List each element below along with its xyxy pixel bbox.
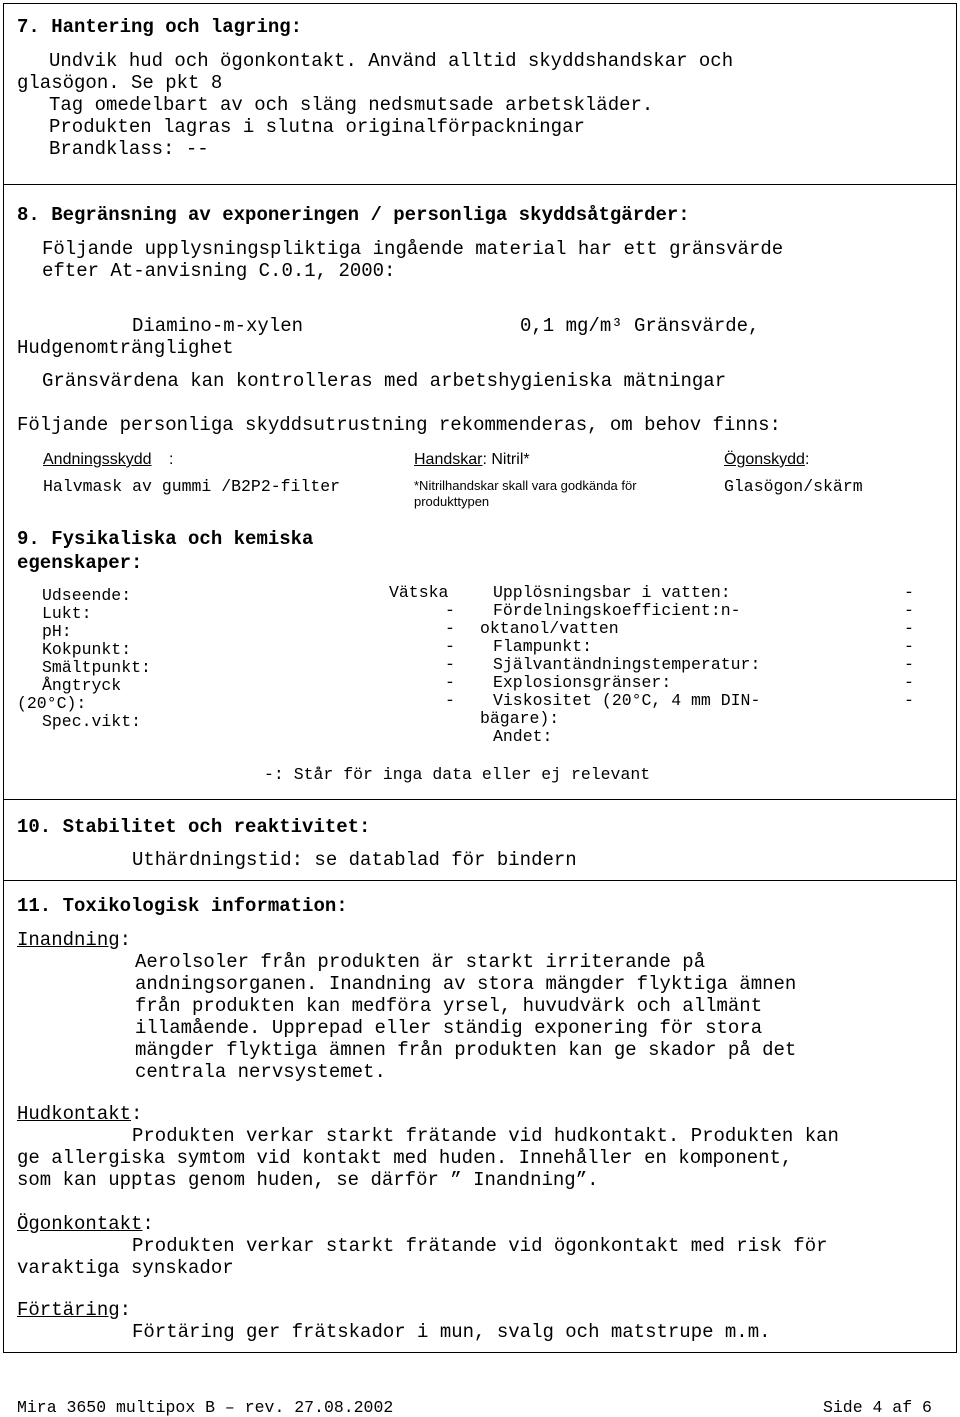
limit-note: Hudgenomtränglighet: [17, 337, 234, 359]
prop-label: Udseende:: [42, 586, 132, 605]
prop-value: -: [445, 673, 455, 692]
prop-value: -: [904, 691, 914, 710]
section-divider: [3, 799, 957, 800]
prop-value: -: [445, 619, 455, 638]
eye-contact-label: Ögonkontakt:: [17, 1213, 154, 1235]
prop-label: bägare):: [480, 709, 560, 728]
s7-line: Tag omedelbart av och släng nedsmutsade arbetskläder.: [49, 94, 654, 116]
prop-label: Ångtryck: [42, 676, 122, 695]
prop-label: pH:: [42, 622, 72, 641]
s7-line: Produkten lagras i slutna originalförpackningar: [49, 116, 585, 138]
section-divider: [3, 184, 957, 185]
footer-page-number: Side 4 af 6: [823, 1398, 932, 1417]
prop-value: -: [445, 637, 455, 656]
prop-label: Självantändningstemperatur:: [493, 655, 761, 674]
s8-intro: Följande upplysningspliktiga ingående material har ett gränsvärde: [42, 238, 784, 260]
gloves-note: produkttypen: [414, 494, 490, 509]
prop-label: Andet:: [493, 727, 553, 746]
prop-label: Viskositet (20°C, 4 mm DIN-: [493, 691, 761, 710]
prop-label: Upplösningsbar i vatten:: [493, 583, 731, 602]
footer-document: Mira 3650 multipox B – rev. 27.08.2002: [17, 1398, 394, 1417]
prop-value: -: [904, 601, 914, 620]
inhalation-text: andningsorganen. Inandning av stora mängder flyktiga ämnen: [135, 973, 797, 995]
ingestion-text: Förtäring ger frätskador i mun, svalg och matstrupe m.m.: [132, 1321, 771, 1343]
control-note: Gränsvärdena kan kontrolleras med arbetshygieniska mätningar: [42, 370, 727, 392]
prop-value: -: [904, 673, 914, 692]
s8-intro: efter At-anvisning C.0.1, 2000:: [42, 260, 396, 282]
prop-label: Explosionsgränser:: [493, 673, 672, 692]
breathing-colon: :: [169, 451, 174, 468]
section-8-heading: 8. Begränsning av exponeringen / personliga skyddsåtgärder:: [17, 204, 690, 226]
prop-value: -: [904, 583, 914, 602]
inhalation-label: Inandning:: [17, 929, 132, 951]
s7-line: glasögon. Se pkt 8: [17, 72, 223, 94]
prop-label: Kokpunkt:: [42, 640, 132, 659]
eyes-line: Ögonskydd:: [724, 451, 810, 468]
section-7-heading: 7. Hantering och lagring:: [17, 16, 303, 38]
inhalation-text: från produkten kan medföra yrsel, huvudvärk och allmänt: [135, 995, 763, 1017]
skin-text: ge allergiska symtom vid kontakt med huden. Innehåller en komponent,: [17, 1147, 793, 1169]
section-9-heading: 9. Fysikaliska och kemiska: [17, 528, 314, 550]
skin-label: Hudkontakt:: [17, 1103, 143, 1125]
prop-label: (20°C):: [17, 694, 87, 713]
prop-value: -: [445, 691, 455, 710]
breathing-label: Andningsskydd: [43, 451, 152, 468]
prop-value: -: [445, 655, 455, 674]
eyes-value: Glasögon/skärm: [724, 477, 863, 496]
limit-value: 0,1 mg/m³ Gränsvärde,: [520, 315, 760, 337]
inhalation-text: centrala nervsystemet.: [135, 1061, 386, 1083]
inhalation-text: illamående. Upprepad eller ständig exponering för stora: [135, 1017, 763, 1039]
prop-label: Lukt:: [42, 604, 92, 623]
skin-text: Produkten verkar starkt frätande vid hudkontakt. Produkten kan: [132, 1125, 839, 1147]
section-10-heading: 10. Stabilitet och reaktivitet:: [17, 816, 371, 838]
s7-line: Brandklass: --: [49, 138, 209, 160]
section-9-heading: egenskaper:: [17, 552, 143, 574]
prop-label: Smältpunkt:: [42, 658, 151, 677]
ppe-intro: Följande personliga skyddsutrustning rekommenderas, om behov finns:: [17, 414, 781, 436]
prop-value: -: [904, 619, 914, 638]
breathing-value: Halvmask av gummi /B2P2-filter: [43, 477, 341, 496]
prop-label: Flampunkt:: [493, 637, 593, 656]
inhalation-text: Aerolsoler från produkten är starkt irriterande på: [135, 951, 706, 973]
prop-value: Vätska: [389, 583, 449, 602]
s7-line: Undvik hud och ögonkontakt. Använd alltid skyddshandskar och: [49, 50, 734, 72]
skin-text: som kan upptas genom huden, se därför ” Inandning”.: [17, 1169, 599, 1191]
eye-contact-text: Produkten verkar starkt frätande vid ögonkontakt med risk för: [132, 1235, 828, 1257]
inhalation-text: mängder flyktiga ämnen från produkten kan ge skador på det: [135, 1039, 797, 1061]
gloves-line: Handskar: Nitril*: [414, 451, 530, 468]
substance-name: Diamino-m-xylen: [132, 315, 304, 337]
eye-contact-text: varaktiga synskador: [17, 1257, 234, 1279]
section-divider: [3, 880, 957, 881]
prop-label: Spec.vikt:: [42, 712, 142, 731]
legend-note: -: Står för inga data eller ej relevant: [264, 765, 651, 784]
s10-text: Uthärdningstid: se datablad för bindern: [132, 849, 577, 871]
section-11-heading: 11. Toxikologisk information:: [17, 895, 348, 917]
gloves-note: *Nitrilhandskar skall vara godkända för: [414, 478, 637, 493]
prop-label: oktanol/vatten: [480, 619, 619, 638]
prop-label: Fördelningskoefficient:n-: [493, 601, 741, 620]
prop-value: -: [904, 655, 914, 674]
ingestion-label: Förtäring:: [17, 1299, 132, 1321]
prop-value: -: [904, 637, 914, 656]
prop-value: -: [445, 601, 455, 620]
